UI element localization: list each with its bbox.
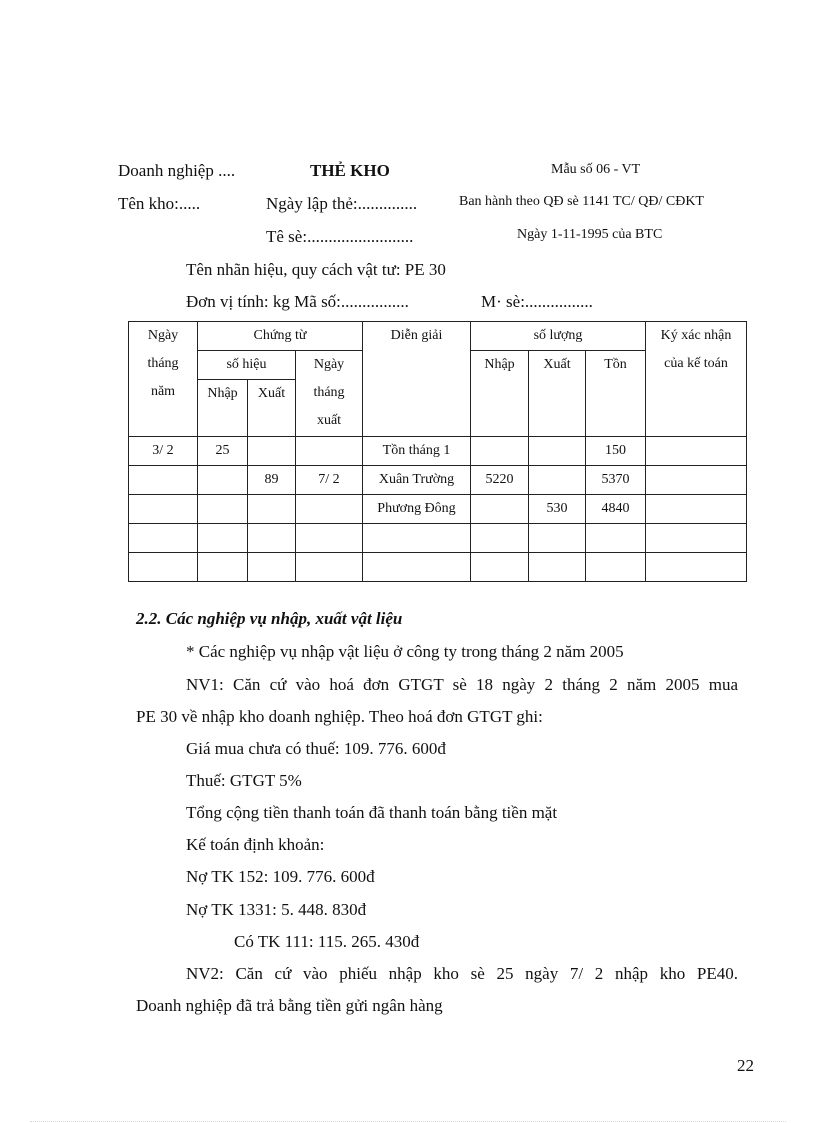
header-description: Diễn giải [363, 322, 471, 437]
header-number-out: Xuất [248, 380, 296, 437]
header-out-date: Ngày tháng xuất [296, 351, 363, 437]
section-title: 2.2. Các nghiệp vụ nhập, xuất vật liệu [136, 609, 403, 628]
warehouse-label: Tên kho:..... [118, 194, 201, 213]
entry-label: Kế toán định khoản: [186, 835, 325, 854]
debit-152: Nợ TK 152: 109. 776. 600đ [186, 867, 375, 886]
page-bottom-divider [30, 1121, 786, 1122]
header-quantity: số lượng [471, 322, 646, 351]
table-row: 3/ 2 25 Tồn tháng 1 150 [129, 437, 747, 466]
stock-card-table [128, 321, 747, 582]
form-number: Mẫu số 06 - VT [551, 162, 641, 177]
header-confirm: Ký xác nhận của kế toán [646, 322, 747, 437]
price-line: Giá mua chưa có thuế: 109. 776. 600đ [186, 739, 446, 758]
header-number-in: Nhập [198, 380, 248, 437]
nv1-line2: PE 30 về nhập kho doanh nghiệp. Theo hoá đơn GTGT ghi: [136, 707, 543, 726]
table-row: Phương Đông 530 4840 [129, 495, 747, 524]
unit-code: Đơn vị tính: kg Mã số:................ [186, 292, 409, 311]
header-quantity-in: Nhập [471, 351, 529, 437]
header-quantity-out: Xuất [529, 351, 586, 437]
tax-line: Thuế: GTGT 5% [186, 771, 302, 790]
header-number: số hiệu [198, 351, 296, 380]
card-number-label: Tê sè:......................... [266, 227, 414, 246]
header-quantity-stock: Tồn [586, 351, 646, 437]
nv2-line1: NV2: Căn cứ vào phiếu nhập kho sè 25 ngày 7/ 2 nhập kho PE40. [186, 964, 738, 983]
intro-text: * Các nghiệp vụ nhập vật liệu ở công ty trong tháng 2 năm 2005 [186, 642, 624, 661]
card-title: THẺ KHO [310, 161, 390, 180]
code-number: M· sè:................ [481, 292, 593, 311]
enterprise-label: Doanh nghiệp .... [118, 161, 236, 180]
credit-111: Có TK 111: 115. 265. 430đ [234, 932, 420, 951]
decision-text: Ban hành theo QĐ sè 1141 TC/ QĐ/ CĐKT [459, 194, 704, 209]
nv2-line2: Doanh nghiệp đã trả bằng tiền gửi ngân hàng [136, 996, 443, 1015]
page-number: 22 [737, 1056, 754, 1075]
brand-spec: Tên nhãn hiệu, quy cách vật tư: PE 30 [186, 260, 446, 279]
table-row [129, 524, 747, 553]
table-row: 89 7/ 2 Xuân Trường 5220 5370 [129, 466, 747, 495]
debit-1331: Nợ TK 1331: 5. 448. 830đ [186, 900, 367, 919]
table-row [129, 553, 747, 582]
date-created-label: Ngày lập thẻ:.............. [266, 194, 418, 213]
nv1-line1: NV1: Căn cứ vào hoá đơn GTGT sè 18 ngày 2 tháng 2 năm 2005 mua [186, 675, 738, 694]
decision-date: Ngày 1-11-1995 của BTC [517, 227, 663, 242]
total-line: Tổng cộng tiền thanh toán đã thanh toán bằng tiền mặt [186, 803, 558, 822]
header-voucher: Chứng từ [198, 322, 363, 351]
header-date: Ngày tháng năm [129, 322, 198, 437]
